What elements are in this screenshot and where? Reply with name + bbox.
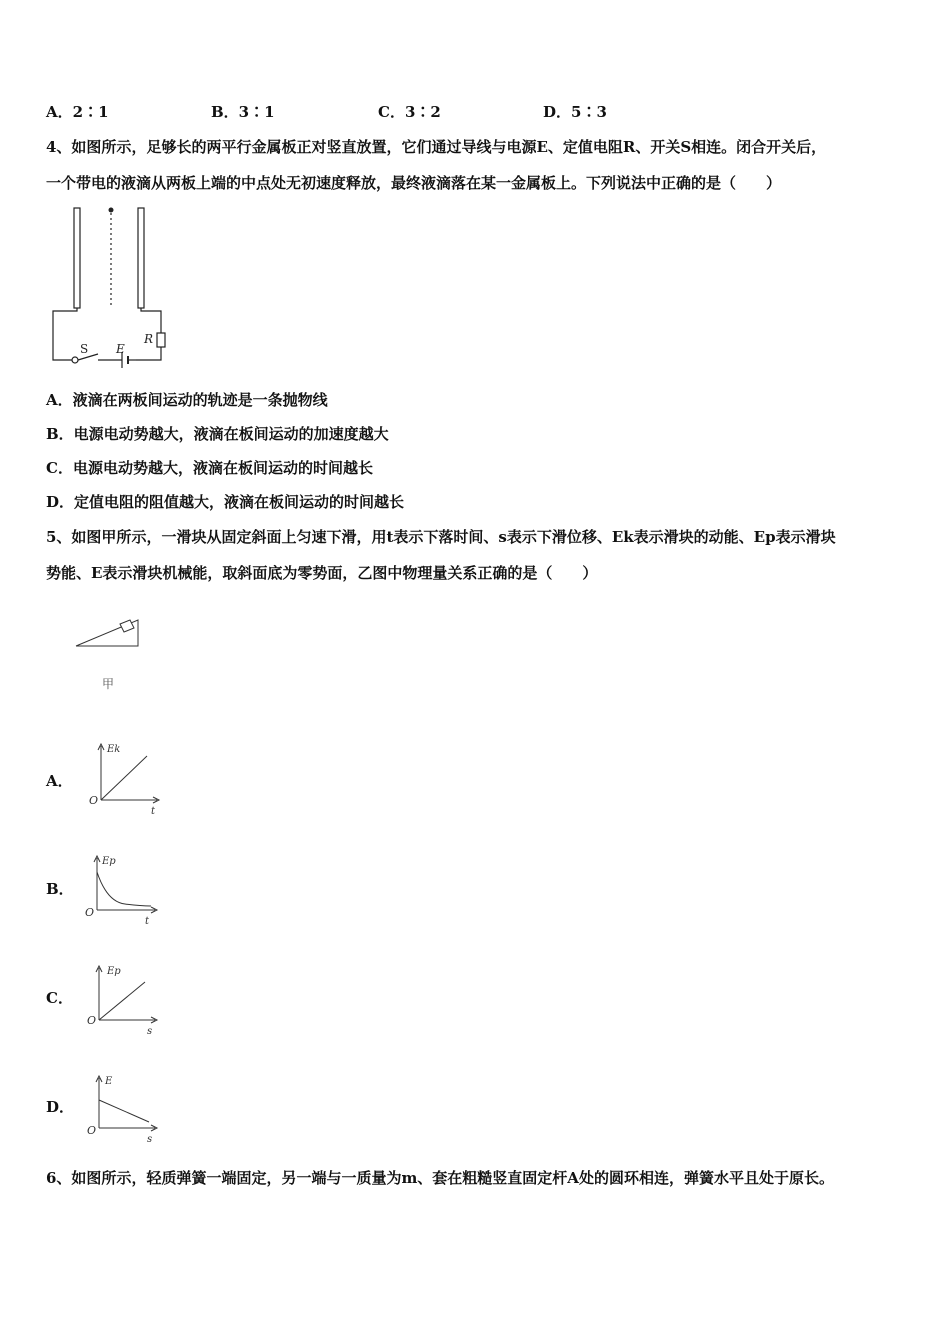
q5-graph-c-y: Ep: [107, 966, 121, 977]
q4-stem-line2: 一个带电的液滴从两板上端的中点处无初速度释放，最终液滴落在某一金属板上。下列说法中正确的是（ ）: [46, 174, 782, 192]
q5-graph-b-o: O: [85, 906, 95, 919]
q4-option-a: A．液滴在两板间运动的轨迹是一条抛物线: [46, 391, 328, 409]
q4-option-d: D．定值电阻的阻值越大，液滴在板间运动的时间越长: [46, 493, 405, 511]
q5-graph-d: [85, 1072, 165, 1152]
q5-graph-d-y: E: [105, 1076, 113, 1087]
q5-graph-c-o: O: [87, 1014, 97, 1027]
q5-incline-figure: [70, 612, 150, 692]
q5-graph-b-x: t: [145, 916, 150, 927]
q3-option-d: D．5∶3: [543, 103, 607, 121]
q6-stem-line1: 6、如图所示，轻质弹簧一端固定，另一端与一质量为m、套在粗糙竖直固定杆A处的圆环相连，弹簧水平且处于原长。: [46, 1169, 834, 1187]
q5-graph-a-y: Ek: [107, 744, 121, 755]
q3-option-a: A．2∶1: [46, 103, 109, 121]
q5-graph-d-label: D．: [46, 1098, 75, 1116]
q5-graph-c-curve: [99, 982, 145, 1020]
q5-graph-d-o: O: [87, 1124, 97, 1137]
q4-circuit-figure: [50, 205, 180, 370]
q5-graph-b-label: B．: [46, 880, 74, 898]
q4-label-e: E: [116, 342, 125, 356]
q4-label-r: R: [144, 332, 154, 346]
q5-graph-a-o: O: [89, 794, 99, 807]
q4-option-c: C．电源电动势越大，液滴在板间运动的时间越长: [46, 459, 373, 477]
q5-graph-d-x: s: [147, 1134, 153, 1145]
q5-stem-line2: 势能、E表示滑块机械能，取斜面底为零势面，乙图中物理量关系正确的是（ ）: [46, 564, 598, 582]
q5-stem-line1: 5、如图甲所示，一滑块从固定斜面上匀速下滑，用t表示下落时间、s表示下滑位移、Ek表示滑块的动能、Ep表示滑块: [46, 528, 836, 546]
q5-graph-b-curve: [97, 872, 151, 906]
q5-graph-c-x: s: [147, 1026, 153, 1037]
q5-figure-caption: 甲: [101, 677, 115, 691]
q5-graph-b: [85, 852, 165, 932]
q5-graph-a: [85, 740, 165, 820]
q4-option-b: B．电源电动势越大，液滴在板间运动的加速度越大: [46, 425, 389, 443]
q5-graph-a-curve: [101, 756, 147, 800]
q5-graph-b-y: Ep: [102, 856, 116, 867]
q4-label-s: S: [80, 342, 89, 356]
q3-option-b: B．3∶1: [211, 103, 275, 121]
q5-graph-c: [85, 962, 165, 1042]
q5-graph-d-curve: [99, 1100, 149, 1122]
q5-graph-a-x: t: [151, 806, 156, 817]
q3-option-c: C．3∶2: [378, 103, 441, 121]
q5-graph-a-label: A．: [46, 772, 73, 790]
q5-graph-c-label: C．: [46, 989, 73, 1007]
q4-stem-line1: 4、如图所示，足够长的两平行金属板正对竖直放置，它们通过导线与电源E、定值电阻R、开关S相连。闭合开关后，: [46, 138, 827, 156]
